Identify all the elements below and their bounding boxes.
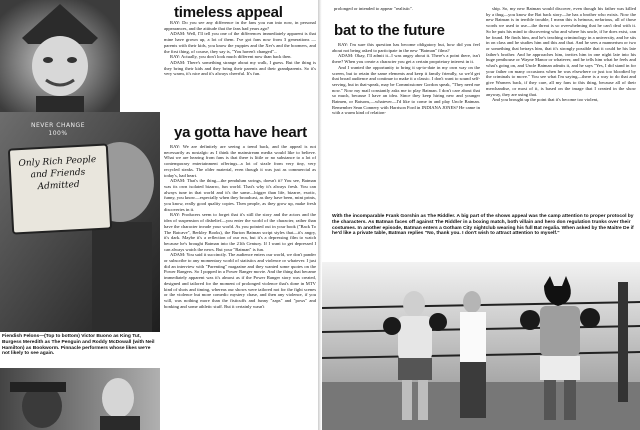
right-col1 xyxy=(332,42,480,116)
right-col1-p1: RAY: I'm sure this question has become obligatory but, how did you feel about not being asked to participate in the new "Batman" films? xyxy=(332,42,480,53)
photo-boxing-ring xyxy=(322,262,640,430)
right-col1-lead: prolonged or intended to appear "realistic". xyxy=(334,6,414,11)
left-col2-p4: ADAM: You said it succinctly. The audience enters our world, we don't pander or subscribe to any momentary world of statistics and violence or whatever. I just did an interview with "Parenting" magazine and they wanted some quotes on the Power Rangers. So I popped in a Power Ranger movie. And the thing that became immediately apparent was it's almost as if the Power Ranger story was created, designed and tailored for the moment of prolonged violence that's done in MTV kind of shots and timing, whereas our shows were tailored not for the fight scenes or the violence but more comedic mystery chase, and then any violence, if you will, was nothing more than the fisticuffs and funny "zaps" and "pows" and bonking and some athletic stuff. But it certainly wasn't xyxy=(164,252,316,309)
heading-ya-gotta-have-heart: ya gotta have heart xyxy=(174,124,307,141)
bookworm-image xyxy=(0,368,160,430)
heading-bat-to-the-future: bat to the future xyxy=(334,22,445,39)
right-caption: With the incomparable Frank Gorshin as The Riddler. A big part of the shows appeal was the camp attention to proper protocol by the characters. As Batman faces off against The Riddler in a boxing match, both villain and hero don regulation trunks over their costumes. In another episode, Batman enters a Gotham City nightclub wearing his full Bat regalia. When asked by the Maitre De if he'd like a private table, Batman replies "No, thank you. I don't wish to attract attention to myself." xyxy=(332,214,634,237)
left-col1 xyxy=(164,20,316,77)
sign-line-1: Only Rich People xyxy=(18,154,97,170)
left-caption: Fiendish Felons—(Top to bottom) Victor Buono as King Tut, Burgess Meredith as The Penguin and Roddy McDowall (with Neil Hamilton) as Bookworm. Pinnacle performers whose likes we're not likely to see again. xyxy=(2,334,155,357)
left-col2-p1: RAY: We are definitely are seeing a trend back, and the appeal is not necessarily as nostalgic as I think the mainstream media would like to believe. What we are hearing from fans is that there is little or no substance to a lot of contemporary entertainment offerings...a lot of sizzle from very tiny, very recycled steaks. The older material, even though it was just as commercial as today's, had heart. xyxy=(164,144,316,178)
right-col1-p2: ADAM: Okay, I'll admit it...I was angry about it. There's a point there, isn't there? When you create a character you get a certain proprietary interest in it. xyxy=(332,53,480,65)
right-col2-p2: And you brought up the point that it's become too violent, xyxy=(492,97,599,103)
left-col2 xyxy=(164,144,316,309)
left-col2-p2: ADAM: That's the thing—the pendulum swings, doesn't it? You see, Batman was its own isolated bizarro, fun world. That's why it's always fresh. You can always tune in that world and it's the same—bigger than life, bizarre, exotic, funny, you know—especially when they broadcast, as they have been, mint prints, you know, really good quality copies. Then people, as they grow up, make fresh discoveries in it. xyxy=(164,178,316,212)
right-col2 xyxy=(486,6,636,103)
left-col1-p3: RAY: Actually, you don't look much different now than back then. xyxy=(170,54,292,60)
right-col1-p3: And I wanted the opportunity to bring it up-to-date in my own way on the screen, but to retain the same elements and keep it family friendly, so we'd get that broad audience and continue to make it a classic. I don't want to sound self-serving, but in that-speak, may be Commissioner Gordon speak, "They need me now." Now my mail constantly asks me to play Batman. I don't care about that so much, because I have an idea. Since they keep hiring new and younger Batmen, or Batsons,—whatever—I'd like to come in and play Uncle Batman. Remember Sean Connery with Harrison Ford in INDIANA JONES? He came in with a warm kind of relation- xyxy=(332,64,480,116)
left-col2-p3: RAY: Producers seem to forget that it's still the story and the actors and the idea of suspension of disbelief—you enter the world of the character, rather than have the character invade your world. As you pointed out in your book ("Back To The Batcave", Berkley Books), the Burton Batman script styles that—it's angry, it's dark. Maybe it's a reflection of our era, but it's a depressing film to watch because he's brought Batman into the 21th Century. If I want to get depressed I can always watch the news. But your "Batman" is fun. xyxy=(164,212,316,252)
sign-line-2: and Friends xyxy=(30,167,86,181)
boxing-ring-image xyxy=(322,262,640,430)
photo-king-tut xyxy=(0,0,120,112)
heading-timeless-appeal: timeless appeal xyxy=(174,4,283,21)
sign-lines xyxy=(13,154,103,195)
left-col1-p2: ADAM: Well, I'll tell you one of the differences immediately apparent is that mine have grown up, a lot of them. I've got fans now from 3 generations — parents with their kids, you know the yuppies and the Xer's and the boomers, and the first thing, of course, they say is, "You haven't changed"... xyxy=(164,31,316,54)
sign-number: 100% xyxy=(48,130,68,137)
photo-bookworm xyxy=(0,368,160,430)
left-col1-p4: ADAM: There's something strange about my walk, I guess. But the thing is they bring their kids and they bring their parents and their grandparents. So it's very warm, it's nice and it's always cheerful. It's fun. xyxy=(164,59,316,77)
king-tut-image xyxy=(0,0,120,112)
left-col1-p1: RAY: Do you see any difference in the fans you run into now, in personal appearances, and the attitude that the fans had years ago? xyxy=(164,20,316,31)
sign-line-3: Admitted xyxy=(37,179,80,193)
photo-sign xyxy=(0,112,160,332)
sign-top-text: NEVER CHANGE xyxy=(31,122,85,129)
right-col2-p1: ship. So, my new Batman would discover, even though his father was killed by a thug—you know the Bat back story—he has a brother who exists. Now the new Batman is in terrible trouble, I mean this is heinous, nefarious, all of those words we used to use—the threat is so overwhelming that he can't deal with it. So he puts his mind to discovering who and where his uncle, if he does exist, can be found. He finds him, and he's teaching criminology in a university, and he sits in on class and he studies him and this and that. And he sees a mannerism or two or something that betrays him, that it's strongly possible that it could be his late father's brother. And he approaches him, invites him in one night late into his huge penthouse or Wayne Manor or whatever, and he tells him what he feels and what's going on, and Uncle Batman admits it, and he says "Yes, I did stand in for your father on many occasions when he was elsewhere or just too bloodied by the criminals to move." You see what I'm saying—there is a way to do that and give Warners back, if they care, all my fans to this thing, because all of their merchandise, or most of it, is based on the image that I created in the show anyway, they are using that. xyxy=(486,6,636,97)
right-page xyxy=(322,0,640,430)
